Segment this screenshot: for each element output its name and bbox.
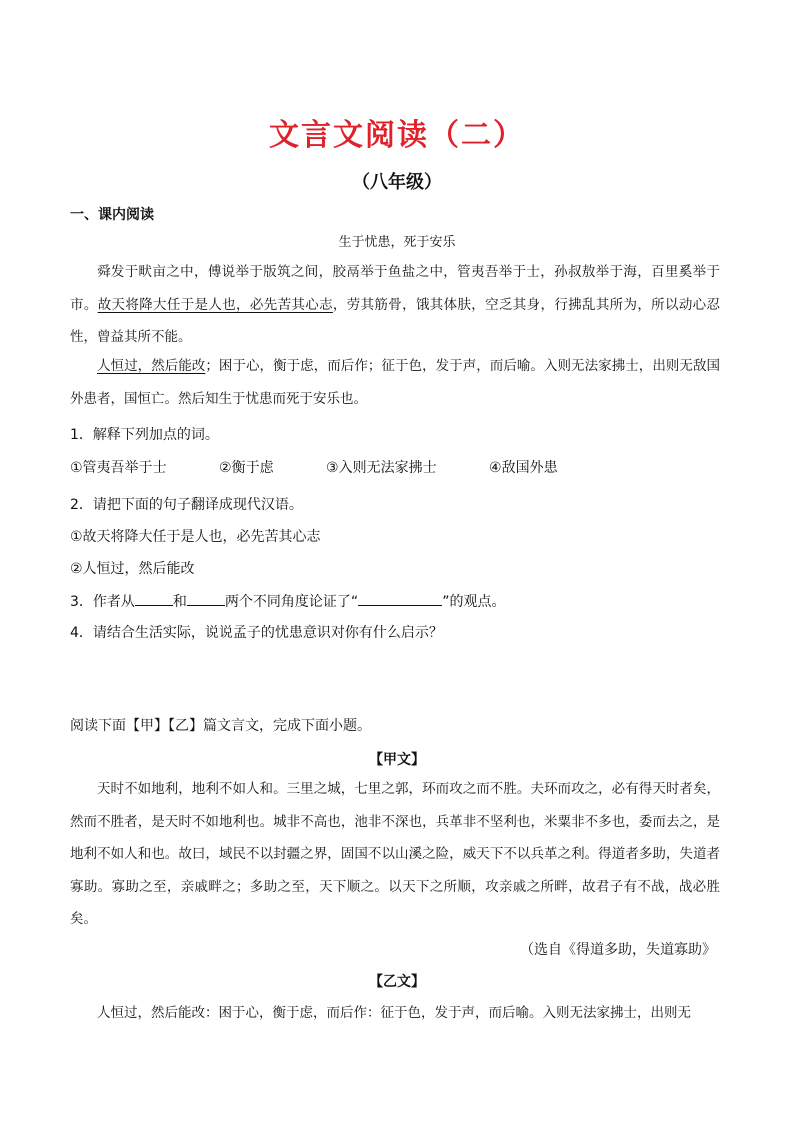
q1-option-4: ④敌国外患: [489, 460, 558, 476]
q3-blank-3[interactable]: [358, 591, 442, 606]
yi-title: 【乙文】: [369, 974, 425, 990]
jia-text: 天时不如地利，地利不如人和。三里之城，七里之郭，环而攻之而不胜。夫环而攻之，必有得天时者矣，然而不胜者，是天时不如地利也。城非不高也，池非不深也，兵革非不坚利也，米粟非不多也，委而去之，是地利不如人和也。故曰，域民不以封疆之界，固国不以山溪之险，威天下不以兵革之利。得道者多助，失道者寡助。寡助之至，亲戚畔之；多助之至，天下顺之。以天下之所顺，攻亲戚之所畔，故君子有不战，战必胜矣。: [70, 781, 720, 927]
jia-title: 【甲文】: [369, 752, 425, 768]
q3-text-b: 和: [172, 594, 187, 610]
question-2-sentence-2: ②人恒过，然后能改: [70, 561, 195, 577]
question-2-sentence-1: ①故天将降大任于是人也，必先苦其心志: [70, 529, 321, 545]
question-4: 4．请结合生活实际，说说孟子的忧患意识对你有什么启示？: [70, 625, 443, 641]
q3-text-a: 3．作者从: [70, 594, 135, 610]
yi-text: 人恒过，然后能改：困于心，衡于虑，而后作：征于色，发于声，而后喻。入则无法家拂士，出则无: [97, 1005, 691, 1021]
grade-subtitle: （八年级）: [352, 172, 442, 193]
question-3: [70, 591, 505, 611]
q3-text-d: ”的观点。: [442, 594, 506, 610]
essay-title: 生于忧患，死于安乐: [338, 235, 456, 250]
essay-paragraph-1: [70, 256, 720, 354]
q3-blank-2[interactable]: [187, 591, 225, 606]
p1-text-b: ，劳其筋骨，饿其体肤，空乏其身，行拂乱其所为，所以动心忍性，曾益其所不能。: [70, 296, 721, 345]
essay-paragraph-2: [70, 350, 720, 415]
q1-option-1: ①管夷吾举于士: [70, 460, 167, 476]
question-1-options: [70, 457, 606, 477]
document-title: 文言文阅读（二）: [269, 118, 525, 153]
p1-underlined-sentence: 故天将降大任于是人也，必先苦其心志: [97, 296, 333, 313]
section-heading: 一、课内阅读: [70, 207, 154, 223]
p1-text-a: 舜发于畎亩之中，傅说举于版筑之间，胶鬲举于鱼盐之中，管夷吾举于士，孙叔敖举于海，百里奚举于市。: [70, 264, 720, 313]
jia-source: （选自《得道多助，失道寡助》: [520, 942, 716, 958]
q1-option-2: ②衡于虑: [219, 460, 274, 476]
q3-text-c: 两个不同角度论证了“: [224, 594, 359, 610]
q1-option-3: ③入则无法家拂士: [326, 460, 437, 476]
reading-instruction: 阅读下面【甲】【乙】篇文言文，完成下面小题。: [70, 718, 371, 734]
p2-underlined-sentence: 人恒过，然后能改: [97, 358, 206, 374]
q3-blank-1[interactable]: [135, 591, 173, 606]
question-1: 1．解释下列加点的词。: [70, 427, 219, 443]
p2-text-b: ；困于心，衡于虑，而后作；征于色，发于声，而后喻。入则无法家拂士，出则无敌国外患者，国恒亡。然后知生于忧患而死于安乐也。: [70, 358, 721, 407]
question-2: 2．请把下面的句子翻译成现代汉语。: [70, 497, 303, 513]
